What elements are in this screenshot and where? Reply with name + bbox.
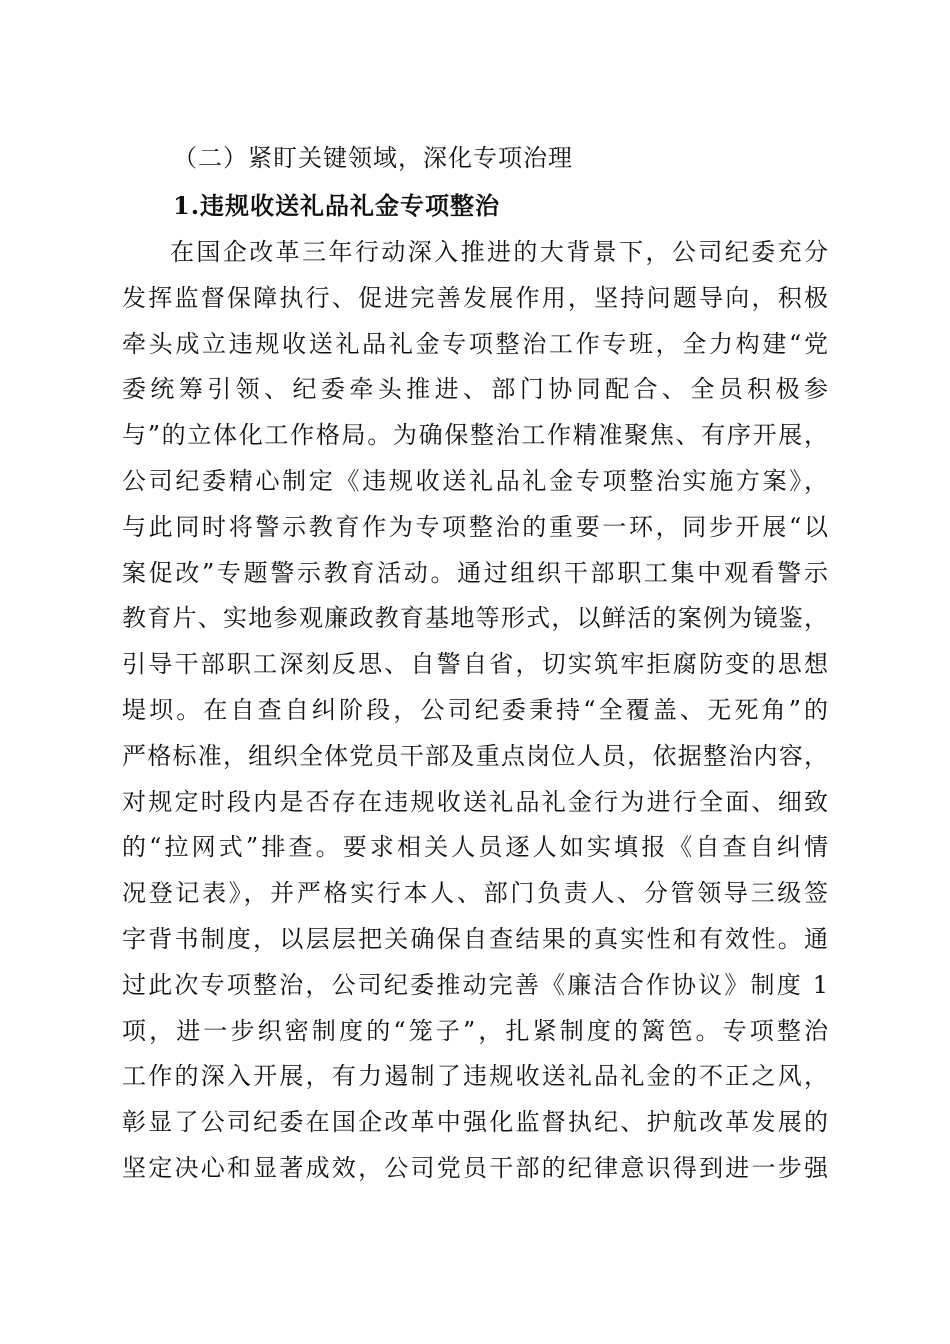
paragraph-line: 委统筹引领、纪委牵头推进、部门协同配合、全员积极参: [122, 375, 828, 404]
paragraph-line: 字背书制度，以层层把关确保自查结果的真实性和有效性。通: [122, 924, 828, 953]
paragraph-line: 坚定决心和显著成效，公司党员干部的纪律意识得到进一步强: [122, 1153, 828, 1182]
paragraph-line: 牵头成立违规收送礼品礼金专项整治工作专班，全力构建“党: [122, 329, 828, 358]
paragraph-line: 严格标准，组织全体党员干部及重点岗位人员，依据整治内容，: [122, 741, 828, 770]
paragraph-line: 引导干部职工深刻反思、自警自省，切实筑牢拒腐防变的思想: [122, 650, 828, 679]
paragraph-line: 与”的立体化工作格局。为确保整治工作精准聚焦、有序开展，: [122, 421, 828, 450]
paragraph-line: 过此次专项整治，公司纪委推动完善《廉洁合作协议》制度 1: [122, 970, 828, 999]
paragraph-line: 教育片、实地参观廉政教育基地等形式，以鲜活的案例为镜鉴，: [122, 604, 828, 633]
paragraph-line: 况登记表》，并严格实行本人、部门负责人、分管领导三级签: [122, 879, 828, 908]
paragraph-line: 发挥监督保障执行、促进完善发展作用，坚持问题导向，积极: [122, 283, 828, 312]
paragraph-line: 与此同时将警示教育作为专项整治的重要一环，同步开展“以: [122, 512, 828, 541]
paragraph-line: 公司纪委精心制定《违规收送礼品礼金专项整治实施方案》，: [122, 466, 828, 495]
paragraph-line: 工作的深入开展，有力遏制了违规收送礼品礼金的不正之风，: [122, 1062, 828, 1091]
section-heading: （二）紧盯关键领域，深化专项治理: [173, 144, 573, 172]
paragraph-line: 堤坝。在自查自纠阶段，公司纪委秉持“全覆盖、无死角”的: [122, 695, 828, 724]
paragraph-line: 彰显了公司纪委在国企改革中强化监督执纪、护航改革发展的: [122, 1108, 828, 1137]
subsection-heading: 1.违规收送礼品礼金专项整治: [173, 191, 501, 220]
paragraph-line: 对规定时段内是否存在违规收送礼品礼金行为进行全面、细致: [122, 787, 828, 816]
paragraph-line: 的“拉网式”排查。要求相关人员逐人如实填报《自查自纠情: [122, 833, 828, 862]
paragraph-line: 案促改”专题警示教育活动。通过组织干部职工集中观看警示: [122, 558, 828, 587]
body-paragraph: [122, 230, 828, 1192]
paragraph-line: 在国企改革三年行动深入推进的大背景下，公司纪委充分: [170, 238, 828, 266]
paragraph-line: 项，进一步织密制度的“笼子”，扎紧制度的篱笆。专项整治: [122, 1016, 828, 1045]
